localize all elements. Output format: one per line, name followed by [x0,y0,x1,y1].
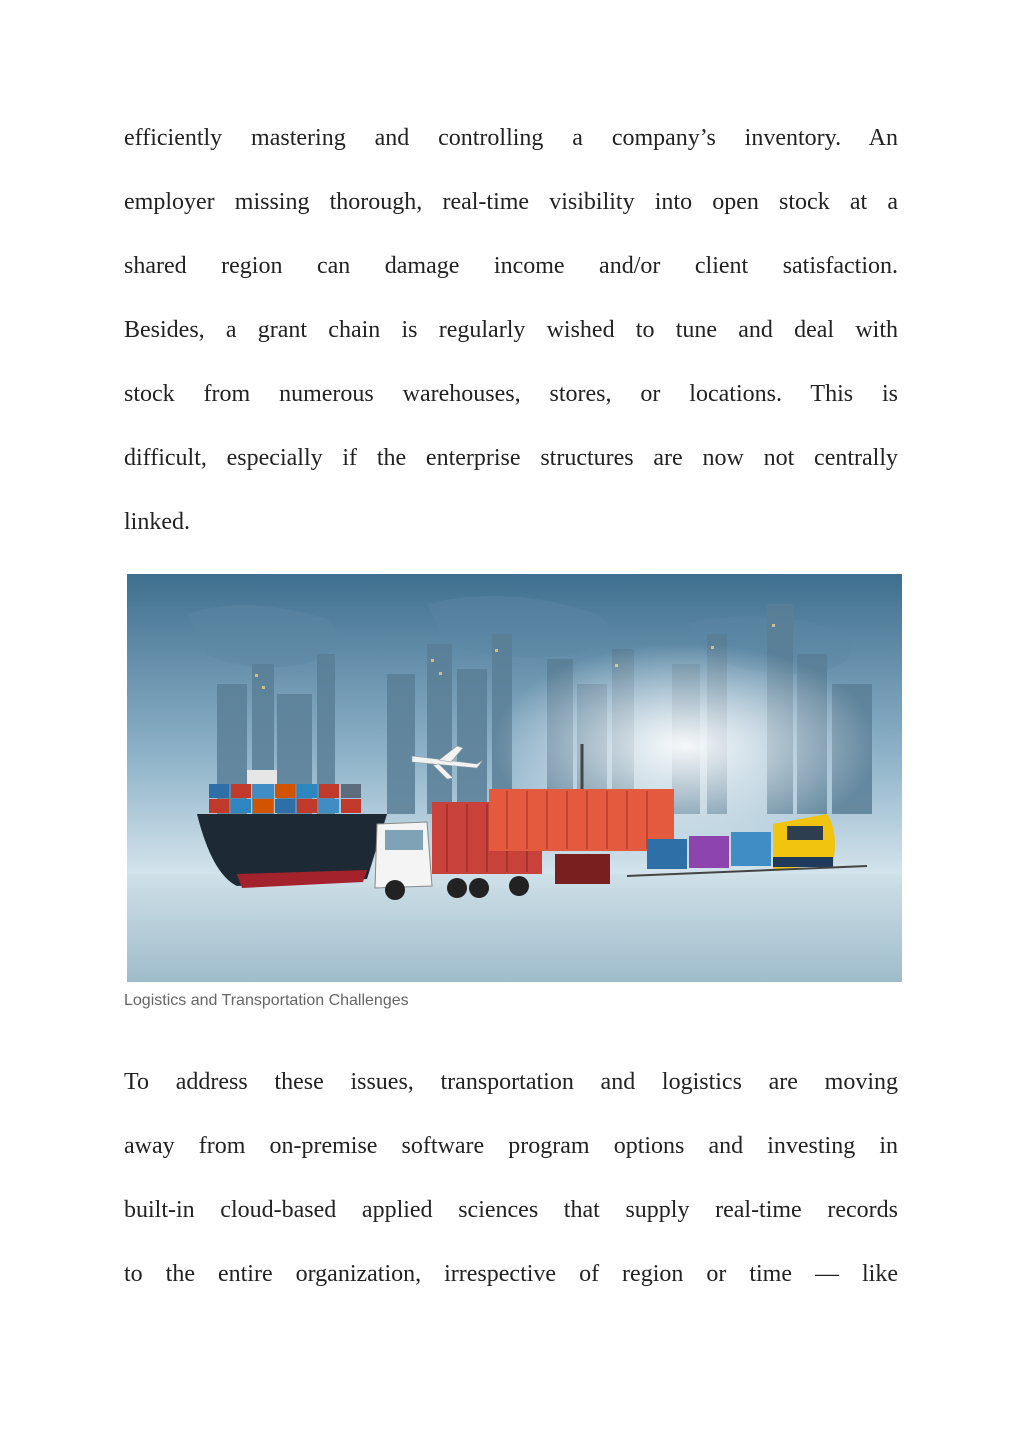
paragraph-line: Besides, a grant chain is regularly wished to tune and deal with [124,317,898,343]
logistics-illustration [127,574,902,982]
body-paragraph-1 [124,126,898,574]
figure-caption: Logistics and Transportation Challenges [124,992,409,1009]
paragraph-line: shared region can damage income and/or client satisfaction. [124,253,898,279]
paragraph-line: employer missing thorough, real-time visibility into open stock at a [124,189,898,215]
paragraph-line: away from on-premise software program options and investing in [124,1133,898,1159]
paragraph-line: efficiently mastering and controlling a company’s inventory. An [124,125,898,151]
paragraph-line: to the entire organization, irrespective of region or time — like [124,1261,898,1287]
logistics-illustration-graphic [127,574,902,982]
paragraph-line: To address these issues, transportation and logistics are moving [124,1069,898,1095]
paragraph-line: stock from numerous warehouses, stores, or locations. This is [124,381,898,407]
paragraph-line: linked. [124,509,190,535]
paragraph-line: built-in cloud-based applied sciences that supply real-time records [124,1197,898,1223]
paragraph-line: difficult, especially if the enterprise structures are now not centrally [124,445,898,471]
body-paragraph-2 [124,1070,898,1326]
